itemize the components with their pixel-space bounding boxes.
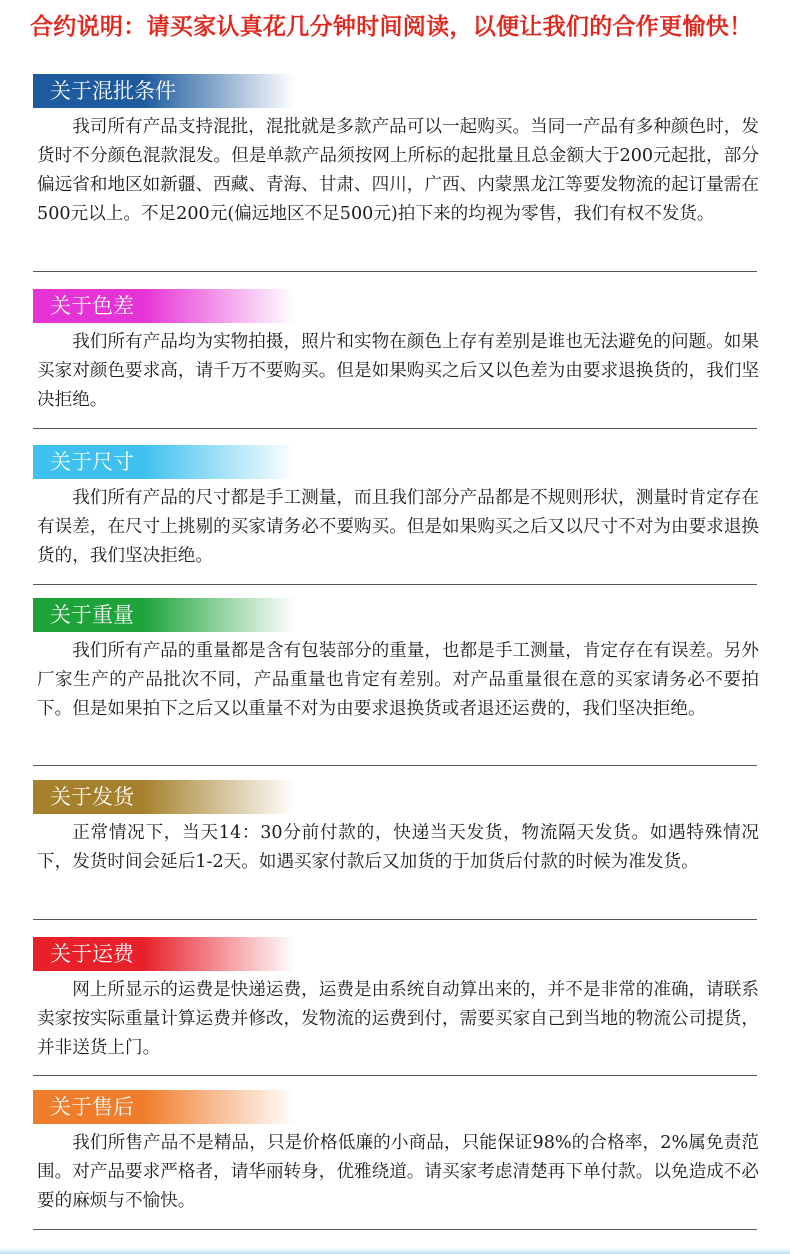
section-heading: 关于售后 (33, 1090, 295, 1124)
section-divider (33, 428, 757, 429)
section-text: 我们所有产品的重量都是含有包装部分的重量，也都是手工测量，肯定存在有误差。另外厂家生产的产品批次不同，产品重量也肯定有差别。对产品重量很在意的买家请务必不要拍下。但是如果拍下之后又以重量不对为由要求退换货或者退还运费的，我们坚决拒绝。 (37, 641, 759, 719)
section-text: 我们所有产品的尺寸都是手工测量，而且我们部分产品都是不规则形状，测量时肯定存在有误差，在尺寸上挑剔的买家请务必不要购买。但是如果购买之后又以尺寸不对为由要求退换货的，我们坚决拒绝。 (37, 488, 759, 566)
section-divider (33, 1075, 757, 1076)
section-text: 我们所有产品均为实物拍摄，照片和实物在颜色上存有差别是谁也无法避免的问题。如果买家对颜色要求高，请千万不要购买。但是如果购买之后又以色差为由要求退换货的，我们坚决拒绝。 (37, 332, 759, 410)
section-divider (33, 1229, 757, 1230)
section-text: 我们所售产品不是精品，只是价格低廉的小商品，只能保证98%的合格率，2%属免责范围。对产品要求严格者，请华丽转身，优雅绕道。请买家考虑清楚再下单付款。以免造成不必要的麻烦与不愉快。 (37, 1133, 759, 1211)
section-heading: 关于混批条件 (33, 74, 295, 108)
section-divider (33, 584, 757, 585)
section-heading: 关于重量 (33, 598, 295, 632)
page-title: 合约说明：请买家认真花几分钟时间阅读，以便让我们的合作更愉快！ (30, 14, 753, 40)
section-text: 正常情况下，当天14：30分前付款的，快递当天发货，物流隔天发货。如遇特殊情况下，发货时间会延后1-2天。如遇买家付款后又加货的于加货后付款的时候为准发货。 (37, 823, 759, 872)
section-heading: 关于色差 (33, 289, 295, 323)
section-text: 网上所显示的运费是快递运费，运费是由系统自动算出来的，并不是非常的准确，请联系卖家按实际重量计算运费并修改，发物流的运费到付，需要买家自己到当地的物流公司提货，并非送货上门。 (37, 980, 759, 1058)
section-text: 我司所有产品支持混批，混批就是多款产品可以一起购买。当同一产品有多种颜色时，发货时不分颜色混款混发。但是单款产品须按网上所标的起批量且总金额大于200元起批，部分偏远省和地区如新疆、西藏、青海、甘肃、四川，广西、内蒙黑龙江等要发物流的起订量需在500元以上。不足200元(偏远地区不足500元)拍下来的均视为零售，我们有权不发货。 (37, 117, 759, 224)
section-heading: 关于尺寸 (33, 445, 295, 479)
section-divider (33, 765, 757, 766)
section-heading: 关于发货 (33, 780, 295, 814)
section-heading: 关于运费 (33, 937, 295, 971)
section-divider (33, 919, 757, 920)
section-divider (33, 271, 757, 272)
bottom-glow (0, 1248, 790, 1254)
